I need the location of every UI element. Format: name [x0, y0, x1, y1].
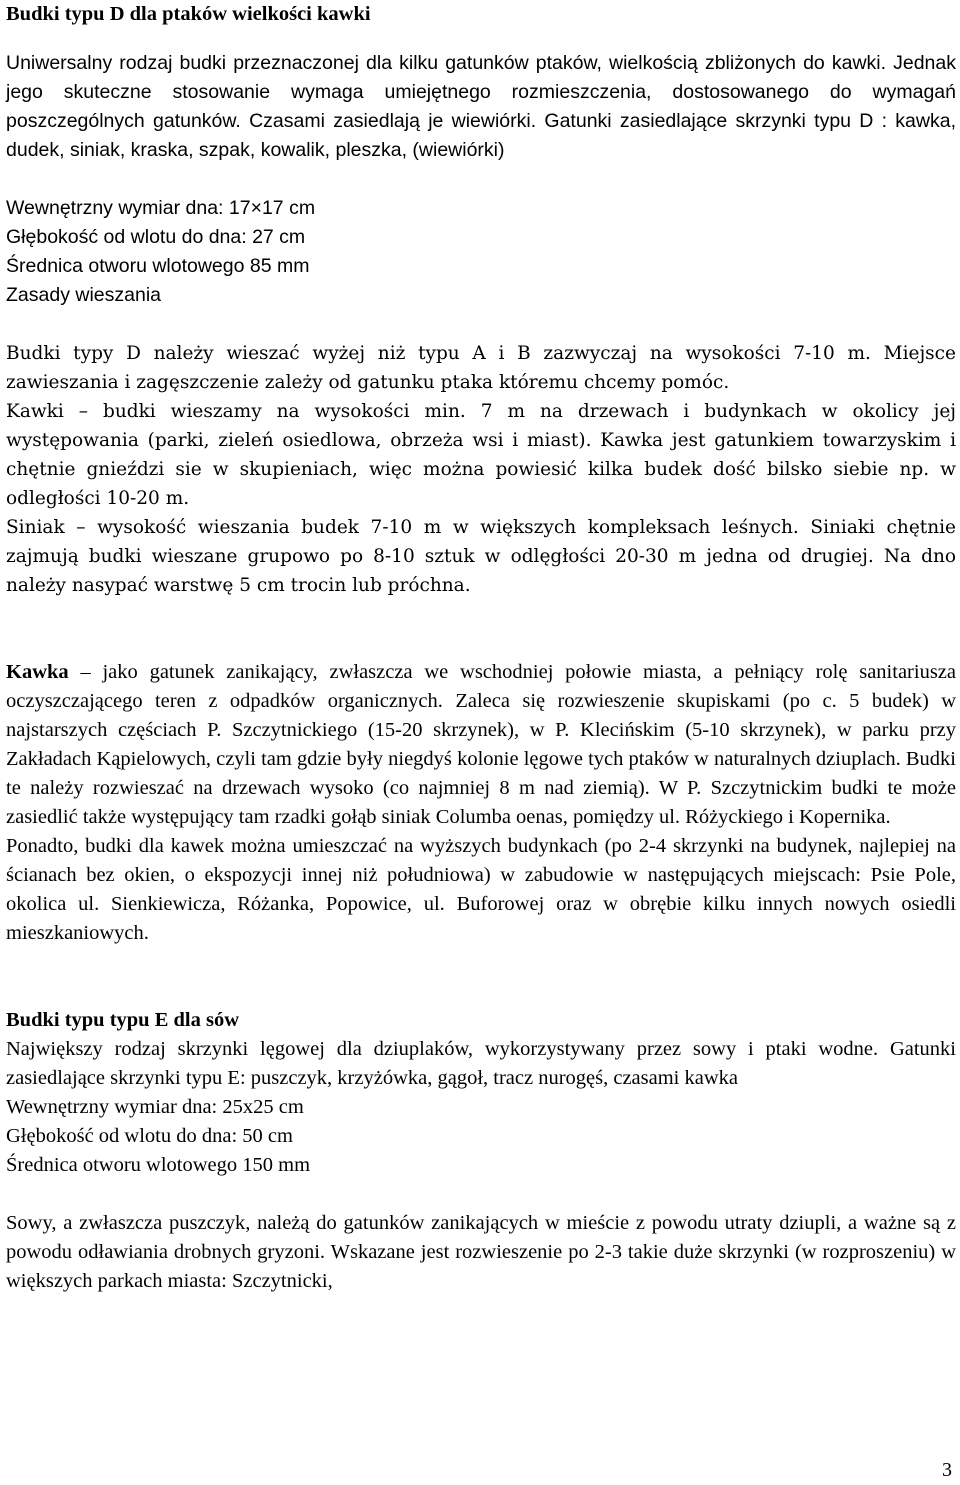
- section-d-hang-3: Siniak – wysokość wieszania budek 7-10 m w większych kompleksach leśnych. Siniaki chętnie zajmują budki wieszane grupowo po 8-10 sztuk w odlęgłości 20-30 m jedna od drugiej. Na dno należy nasypać warstwę 5 cm trocin lub próchna.: [6, 517, 956, 596]
- section-d-title: Budki typu D dla ptaków wielkości kawki: [6, 3, 371, 25]
- document-page: [6, 0, 956, 1296]
- section-d-hang-2: Kawki – budki wieszamy na wysokości min. 7 m na drzewach i budynkach w okolicy jej występowania (parki, zieleń osiedlowa, obrzeża wsi i miast). Kawka jest gatunkiem towarzyskim i chętnie gnieździ sie w skupieniach, więc można powiesić kilka budek dość bilsko siebie np. w odległości 10-20 m.: [6, 401, 956, 509]
- kawka-label: Kawka: [6, 661, 69, 683]
- section-d-hang-1: [6, 339, 956, 397]
- kawka-paragraph-2: Ponadto, budki dla kawek można umieszczać na wyższych budynkach (po 2-4 skrzynki na budynek, najlepiej na ścianach bez okien, o ekspozycji innej niż południowa) w zabudowie w następujących miejscach: Psie Pole, okolica ul. Sienkiewicza, Różanka, Popowice, ul. Buforowej oraz w obrębie kilku innych nowych osiedli mieszkaniowych.: [6, 835, 956, 944]
- hang-1-text: Budki typy D należy wieszać wyżej niż typu A i B zazwyczaj na wysokości 7-10 m.: [6, 343, 871, 364]
- section-e-hole: Średnica otworu wlotowego 150 mm: [6, 1154, 311, 1176]
- section-d-intro-2: Gatunki zasiedlające skrzynki typu D : kawka, dudek, siniak, kraska, szpak, kowalik, pleszka, (wiewiórki): [6, 110, 956, 161]
- spacer: [6, 948, 956, 1006]
- section-d-intro: [6, 49, 956, 165]
- spacer: [6, 29, 956, 49]
- section-e-intro: Największy rodzaj skrzynki lęgowej dla dziuplaków, wykorzystywany przez sowy i ptaki wodne. Gatunki zasiedlające skrzynki typu E: puszczyk, krzyżówka, gągoł, tracz nurogęś, czasami kawka: [6, 1038, 956, 1089]
- page-number: 3: [942, 1459, 952, 1481]
- section-e-dim-bottom: Wewnętrzny wymiar dna: 25x25 cm: [6, 1096, 304, 1118]
- section-d-depth: Głębokość od wlotu do dna: 27 cm: [6, 226, 306, 248]
- section-e-depth: Głębokość od wlotu do dna: 50 cm: [6, 1125, 293, 1147]
- spacer: [6, 310, 956, 339]
- kawka-paragraph: [6, 658, 956, 832]
- section-d-hole: Średnica otworu wlotowego 85 mm: [6, 255, 310, 277]
- section-d-dim-bottom: Wewnętrzny wymiar dna: 17×17 cm: [6, 197, 316, 219]
- section-d-intro-1: Uniwersalny rodzaj budki przeznaczonej dla kilku gatunków ptaków, wielkością zbliżonych do kawki. Jednak jego skuteczne stosowanie wymaga umiejętnego rozmieszczenia, dostosowanego do wymagań poszczególnych gatunków. Czasami zasiedlają je wiewiórki.: [6, 52, 956, 132]
- kawka-text: – jako gatunek zanikający, zwłaszcza we wschodniej połowie miasta, a pełniący rolę sanitariusza oczyszczającego teren z odpadków organicznych. Zaleca się rozwieszenie skupiskami (po c. 5 budek) w najstarszych częściach P. Szczytnickiego (15-20 skrzynek), w P. Klecińskim (5-10 skrzynek), w parku przy Zakładach Kąpielowych, czyli tam gdzie były niegdyś kolonie lęgowe tych ptaków w naturalnych dziuplach. Budki te należy rozwieszać na drzewach wysoko (co najmniej 8 m nad ziemią). W P. Szczytnickim budki te może zasiedlić także występujący tam rzadki gołąb siniak Columba oenas, pomiędzy ul. Różyckiego i Kopernika.: [6, 661, 956, 828]
- spacer: [6, 600, 956, 658]
- section-e-owls: Sowy, a zwłaszcza puszczyk, należą do gatunków zanikających w mieście z powodu utraty dziupli, a ważne są z powodu odławiania drobnych gryzoni. Wskazane jest rozwieszenie po 2-3 takie duże skrzynki (w rozproszeniu) w większych parkach miasta: Szczytnicki,: [6, 1212, 956, 1292]
- spacer: [6, 165, 956, 194]
- section-d-hang-rules-title: Zasady wieszania: [6, 284, 161, 306]
- hang-1b-text: Miejsce zawieszania i zagęszczenie zależy od gatunku ptaka któremu chcemy pomóc.: [6, 343, 956, 393]
- section-e-title: Budki typu typu E dla sów: [6, 1009, 240, 1031]
- spacer: [6, 1180, 956, 1209]
